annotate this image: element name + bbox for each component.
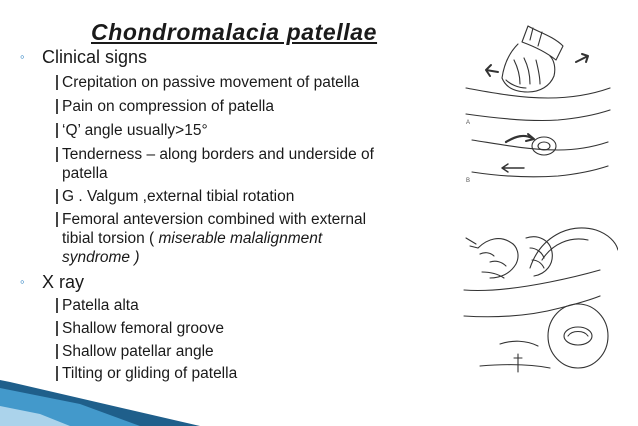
patella-exam-illustration-bottom [460, 208, 618, 386]
square-bullet-icon [56, 75, 58, 90]
panel-b-label: B [466, 178, 471, 184]
section-clinical-signs [20, 47, 147, 68]
list-item: Patella alta [62, 296, 139, 316]
square-bullet-icon [56, 189, 58, 204]
knee-compression-drawing [460, 208, 618, 386]
square-bullet-icon [56, 147, 58, 162]
section-label: Clinical signs [42, 47, 148, 67]
list-item: Tilting or gliding of patella [62, 364, 237, 384]
list-item-continuation: syndrome ) [62, 249, 140, 266]
section-x-ray [20, 272, 84, 293]
list-item: Tenderness – along borders and underside of [62, 145, 374, 165]
square-bullet-icon [56, 321, 58, 336]
list-item: Crepitation on passive movement of patella [62, 73, 359, 93]
panel-a-label: A [466, 120, 471, 126]
list-item-continuation: tibial torsion ( miserable malalignment [62, 230, 323, 247]
section-label: X ray [42, 272, 85, 292]
knee-exam-drawing [458, 22, 616, 192]
list-item: ‘Q’ angle usually>15° [62, 121, 208, 141]
bullet-circle-icon: ◦ [20, 274, 25, 289]
list-item: Shallow femoral groove [62, 319, 224, 339]
slide-title: Chondromalacia patellae [91, 19, 378, 45]
list-item: Pain on compression of patella [62, 97, 274, 117]
square-bullet-icon [56, 99, 58, 114]
decorative-wedge [0, 366, 638, 426]
square-bullet-icon [56, 298, 58, 313]
list-item: Femoral anteversion combined with external [62, 210, 366, 230]
bullet-circle-icon: ◦ [20, 49, 25, 64]
square-bullet-icon [56, 123, 58, 138]
square-bullet-icon [56, 212, 58, 227]
list-item: Shallow patellar angle [62, 342, 214, 362]
list-item: G . Valgum ,external tibial rotation [62, 187, 294, 207]
square-bullet-icon [56, 344, 58, 359]
patella-exam-illustration-top [458, 22, 616, 192]
list-item-continuation: patella [62, 165, 108, 182]
